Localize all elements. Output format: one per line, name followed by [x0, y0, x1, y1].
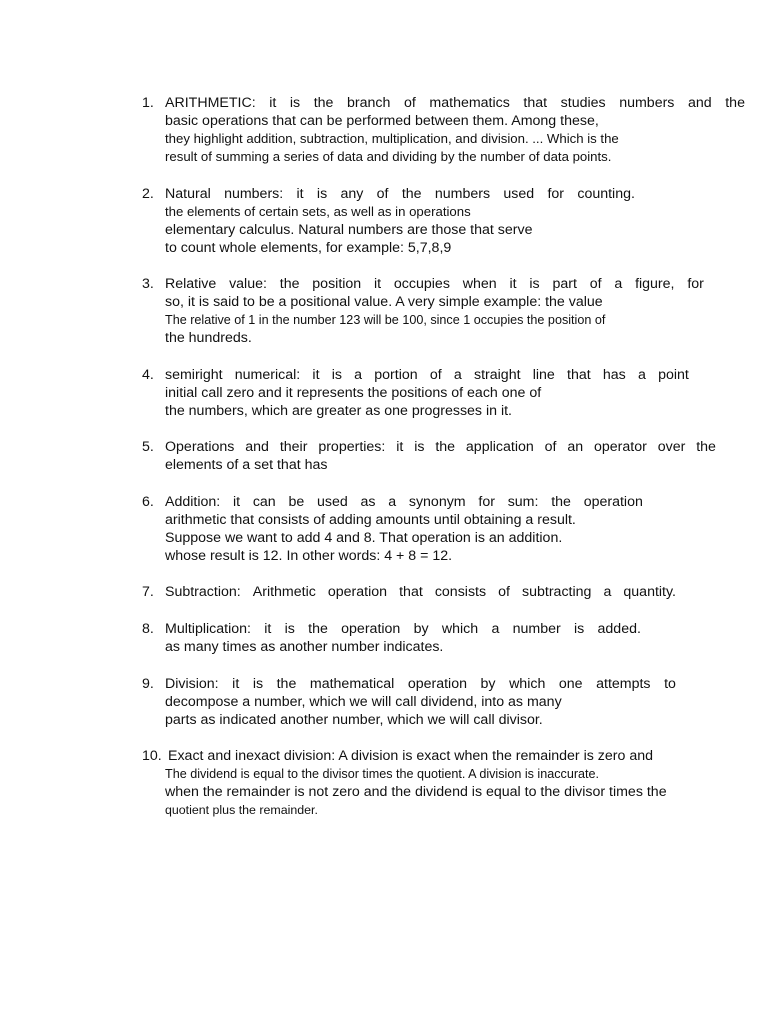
item-line: result of summing a series of data and dividing by the number of data points. — [165, 149, 612, 164]
word: it — [296, 186, 304, 202]
word: operator — [594, 439, 647, 455]
word: be — [288, 494, 305, 510]
word: a — [354, 367, 363, 383]
word: consists — [434, 584, 487, 600]
word: the — [696, 439, 716, 455]
word: and — [245, 439, 269, 455]
item-number: 9. — [142, 676, 154, 692]
word: Division: — [165, 676, 219, 692]
item-line — [165, 493, 643, 511]
item-line — [165, 620, 641, 638]
word: branch — [347, 95, 391, 111]
item-line: the numbers, which are greater as one progresses in it. — [165, 403, 512, 419]
word: that — [523, 95, 548, 111]
word: is — [331, 367, 342, 383]
word: Natural — [165, 186, 211, 202]
word: attempts — [596, 676, 651, 692]
word: an — [567, 439, 584, 455]
item-line: the hundreds. — [165, 330, 252, 346]
word: it — [312, 367, 320, 383]
word: to — [664, 676, 676, 692]
word: over — [657, 439, 686, 455]
item-line: so, it is said to be a positional value. A very simple example: the value — [165, 294, 603, 310]
item-line — [165, 438, 716, 456]
word: has — [602, 367, 626, 383]
word: the — [313, 95, 334, 111]
word: it — [396, 439, 404, 455]
word: for — [547, 186, 565, 202]
word: is — [529, 276, 540, 292]
word: the — [551, 494, 571, 510]
word: Relative — [165, 276, 217, 292]
word: numbers — [434, 186, 491, 202]
item-line: they highlight addition, subtraction, multiplication, and division. ... Which is the — [165, 131, 619, 146]
item-line: whose result is 12. In other words: 4 + 8 = 12. — [165, 548, 453, 564]
item-line: initial call zero and it represents the positions of each one of — [165, 385, 542, 401]
word: figure, — [635, 276, 675, 292]
word: position — [312, 276, 362, 292]
word: of — [498, 584, 510, 600]
word: is — [414, 439, 425, 455]
item-line — [165, 583, 676, 601]
word: the — [276, 676, 297, 692]
word: occupies — [393, 276, 450, 292]
word: it — [232, 676, 240, 692]
word: of — [544, 439, 557, 455]
word: ARITHMETIC: — [165, 95, 256, 111]
word: mathematical — [309, 676, 395, 692]
word: Operations — [165, 439, 235, 455]
word: as — [360, 494, 376, 510]
word: counting. — [577, 186, 635, 202]
word: application — [465, 439, 534, 455]
item-line — [165, 675, 676, 693]
word: Subtraction: — [165, 584, 241, 600]
word: Addition: — [165, 494, 221, 510]
word: is — [289, 95, 301, 111]
word: is — [316, 186, 328, 202]
word: numbers — [619, 95, 675, 111]
word: operation — [327, 584, 388, 600]
item-line: The dividend is equal to the divisor times the quotient. A division is inaccurate. — [165, 767, 600, 781]
word: it — [374, 276, 382, 292]
item-number: 6. — [142, 494, 154, 510]
item-number: 2. — [142, 186, 154, 202]
word: is — [284, 621, 295, 637]
item-line: decompose a number, which we will call dividend, into as many — [165, 694, 562, 710]
word: of — [404, 95, 416, 111]
word: any — [340, 186, 364, 202]
item-number: 5. — [142, 439, 154, 455]
item-number: 4. — [142, 367, 154, 383]
word: is — [252, 676, 264, 692]
item-number: 7. — [142, 584, 154, 600]
item-number: 10. — [142, 748, 162, 764]
item-line: quotient plus the remainder. — [165, 803, 318, 817]
item-line: elementary calculus. Natural numbers are those that serve — [165, 222, 533, 238]
word: a — [603, 584, 612, 600]
word: it — [264, 621, 272, 637]
word: numbers: — [224, 186, 284, 202]
word: for — [687, 276, 704, 292]
word: operation — [583, 494, 643, 510]
word: subtracting — [522, 584, 592, 600]
word: it — [269, 95, 277, 111]
word: used — [316, 494, 348, 510]
word: of — [589, 276, 602, 292]
word: a — [491, 621, 500, 637]
word: is — [574, 621, 585, 637]
word: straight — [474, 367, 521, 383]
word: operation — [407, 676, 467, 692]
word: their — [279, 439, 308, 455]
word: value: — [229, 276, 267, 292]
item-line: as many times as another number indicates. — [165, 639, 444, 655]
item-line: arithmetic that consists of adding amounts until obtaining a result. — [165, 512, 576, 528]
word: number — [512, 621, 561, 637]
word: operation — [341, 621, 401, 637]
word: the — [435, 439, 456, 455]
word: semiright — [165, 367, 223, 383]
word: that — [399, 584, 423, 600]
word: which — [441, 621, 479, 637]
item-line: The relative of 1 in the number 123 will be 100, since 1 occupies the position of — [165, 313, 606, 327]
word: studies — [560, 95, 606, 111]
word: point — [658, 367, 689, 383]
word: it — [232, 494, 241, 510]
word: properties: — [318, 439, 386, 455]
word: mathematics — [429, 95, 510, 111]
word: portion — [374, 367, 418, 383]
word: sum: — [507, 494, 539, 510]
word: quantity. — [623, 584, 676, 600]
word: the — [308, 621, 328, 637]
word: Arithmetic — [252, 584, 316, 600]
word: it — [509, 276, 517, 292]
item-line: to count whole elements, for example: 5,7,8,9 — [165, 240, 452, 256]
word: and — [687, 95, 712, 111]
word: added. — [597, 621, 641, 637]
word: numerical: — [234, 367, 301, 383]
word: which — [509, 676, 546, 692]
word: by — [413, 621, 429, 637]
word: by — [480, 676, 496, 692]
word: of — [429, 367, 442, 383]
item-line — [165, 185, 635, 203]
word: a — [388, 494, 397, 510]
item-line: elements of a set that has — [165, 457, 328, 473]
item-number: 8. — [142, 621, 154, 637]
item-line — [165, 366, 689, 384]
item-number: 1. — [142, 95, 154, 111]
word: the — [401, 186, 422, 202]
item-line: basic operations that can be performed between them. Among these, — [165, 113, 599, 129]
item-line: the elements of certain sets, as well as in operations — [165, 204, 471, 219]
item-line — [165, 94, 745, 112]
word: line — [532, 367, 555, 383]
word: Multiplication: — [165, 621, 251, 637]
word: a — [453, 367, 462, 383]
item-line: Exact and inexact division: A division is exact when the remainder is zero and — [168, 748, 653, 764]
word: used — [503, 186, 535, 202]
item-line: Suppose we want to add 4 and 8. That operation is an addition. — [165, 530, 563, 546]
word: a — [637, 367, 646, 383]
word: the — [279, 276, 300, 292]
word: can — [252, 494, 276, 510]
word: part — [552, 276, 577, 292]
word: synonym — [408, 494, 466, 510]
item-line: parts as indicated another number, which we will call divisor. — [165, 712, 543, 728]
word: that — [567, 367, 591, 383]
word: a — [614, 276, 623, 292]
item-line: when the remainder is not zero and the dividend is equal to the divisor times the — [165, 784, 667, 800]
word: one — [558, 676, 583, 692]
item-number: 3. — [142, 276, 154, 292]
word: when — [462, 276, 497, 292]
word: of — [376, 186, 389, 202]
item-line — [165, 275, 704, 293]
word: the — [725, 95, 745, 111]
word: for — [478, 494, 495, 510]
